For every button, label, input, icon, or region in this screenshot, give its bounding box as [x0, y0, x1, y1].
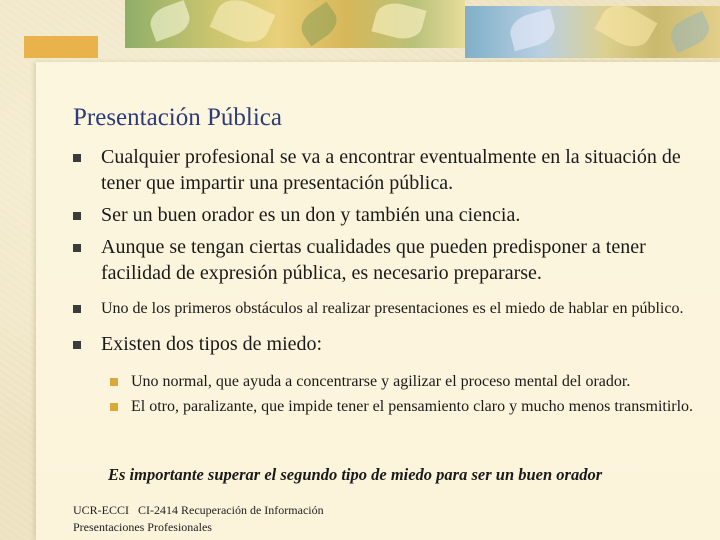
footer-course: UCR-ECCI CI-2414 Recuperación de Información — [73, 503, 324, 517]
bullet-item — [70, 298, 710, 319]
bullet-item — [70, 331, 710, 357]
sub-bullet-text: El otro, paralizante, que impide tener el pensamiento claro y mucho menos transmitirlo. — [131, 398, 694, 415]
bullet-square-icon — [73, 305, 81, 313]
bullet-text: Ser un buen orador es un don y también una ciencia. — [101, 204, 521, 226]
footer — [73, 502, 324, 536]
footer-topic: Presentaciones Profesionales — [73, 520, 212, 534]
important-note: Es importante superar el segundo tipo de miedo para ser un buen orador — [108, 465, 603, 484]
bullet-text: Uno de los primeros obstáculos al realizar presentaciones es el miedo de hablar en público. — [101, 300, 684, 317]
bullet-square-icon — [73, 154, 81, 162]
bullet-item — [70, 234, 710, 286]
bullet-square-icon — [73, 212, 81, 220]
decorative-leaf-banner — [0, 0, 720, 62]
sub-bullet-square-icon — [110, 403, 118, 411]
bullet-square-icon — [73, 341, 81, 349]
sub-bullet-item — [70, 396, 710, 417]
bullet-text: Cualquier profesional se va a encontrar eventualmente en la situación de tener que impartir una presentación pública. — [101, 146, 681, 194]
bullet-text: Existen dos tipos de miedo: — [101, 333, 323, 355]
bullet-item — [70, 144, 710, 196]
slide-title: Presentación Pública — [73, 104, 282, 131]
sub-bullet-text: Uno normal, que ayuda a concentrarse y agilizar el proceso mental del orador. — [131, 373, 631, 390]
sub-bullet-item — [70, 371, 710, 392]
bullet-list — [70, 144, 710, 417]
bullet-text: Aunque se tengan ciertas cualidades que pueden predisponer a tener facilidad de expresión pública, es necesario prepararse. — [101, 236, 646, 284]
orange-accent-block — [24, 36, 98, 58]
bullet-item — [70, 202, 710, 228]
sub-bullet-square-icon — [110, 378, 118, 386]
bullet-square-icon — [73, 244, 81, 252]
